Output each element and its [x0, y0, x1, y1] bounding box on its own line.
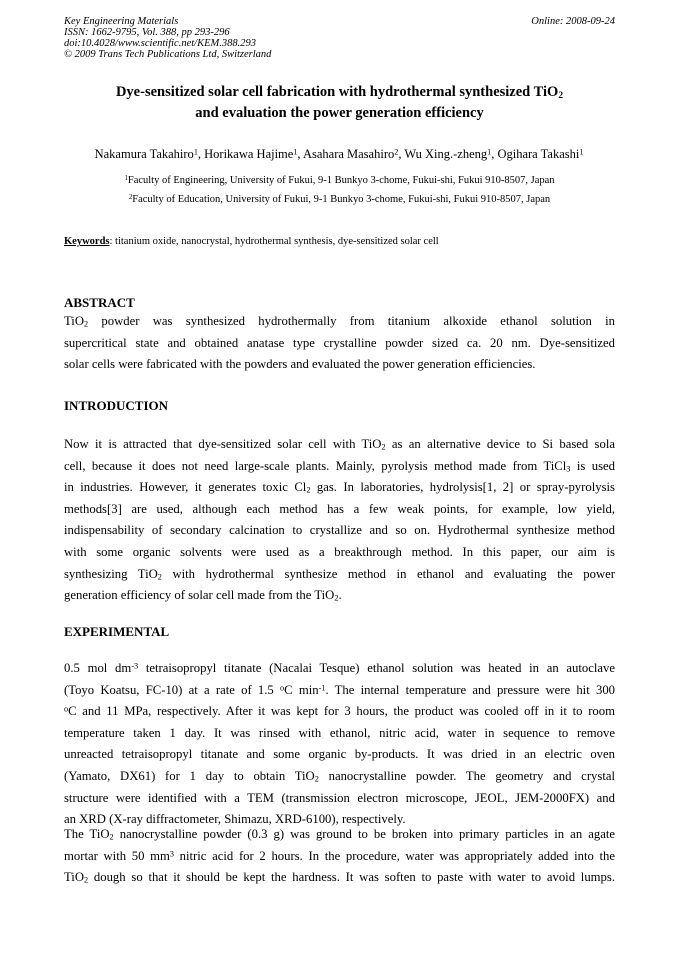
keywords-text: : titanium oxide, nanocrystal, hydrothermal synthesis, dye-sensitized solar cell [109, 236, 439, 247]
author-name: , Wu Xing.-zheng [398, 147, 488, 161]
author-list [40, 146, 638, 162]
keywords [64, 235, 615, 249]
text-line: generation efficiency of solar cell made from the TiO$_2$. [64, 588, 342, 603]
issn-line: ISSN: 1662-9795, Vol. 388, pp 293-296 [64, 27, 230, 38]
author-name: , Asahara Masahiro [297, 147, 395, 161]
author-name: , Horikawa Hajime [197, 147, 294, 161]
text-line: 0.5 mol $dm^{-3}$ tetraisopropyl titanate (Nacalai Tesque) ethanol solution was heated in an autoclave [64, 661, 616, 675]
text-line: indispensability of secondary calcination to crystallize and so on. Hydrothermal synthesize method [64, 523, 615, 538]
introduction-heading: INTRODUCTION [64, 398, 169, 413]
author-affil-mark: 1 [293, 147, 298, 157]
text-line: TiO$_2$ dough so that it should be kept the hardness. It was soften to paste with water to avoid lumps. [64, 870, 615, 885]
text-line: TiO$_2$ powder was synthesized hydrothermally from titanium alkoxide ethanol solution in [64, 314, 615, 329]
journal-name: Key Engineering Materials [64, 16, 179, 27]
author-affil-mark: 1 [193, 147, 198, 157]
experimental-paragraph-1 [64, 658, 615, 831]
affil-text: Faculty of Engineering, University of Fukui, 9-1 Bunkyo 3-chome, Fukui-shi, Fukui 910-8507, Japan [127, 175, 555, 186]
copyright-line: © 2009 Trans Tech Publications Ltd, Switzerland [64, 49, 272, 60]
author-affil-mark: 2 [394, 147, 399, 157]
author-name: , Ogihara Takashi [491, 147, 580, 161]
online-date: Online: 2008-09-24 [531, 16, 615, 27]
affiliation-1 [64, 174, 615, 187]
author-affil-mark: 1 [579, 147, 584, 157]
doi-line: doi:10.4028/www.scientific.net/KEM.388.293 [64, 38, 256, 49]
text-line: synthesizing TiO$_2$ with hydrothermal synthesize method in ethanol and evaluating the power [64, 566, 615, 582]
experimental-paragraph-2 [64, 824, 615, 889]
journal-header [64, 16, 615, 60]
affil-text: Faculty of Education, University of Fukui, 9-1 Bunkyo 3-chome, Fukui-shi, Fukui 910-8507, Japan [132, 194, 551, 205]
text-line: The TiO$_2$ nanocrystalline powder (0.3 g) was ground to be broken into primary particles in an agate [64, 827, 615, 842]
text-line: methods[3] are used, although each method has a few weak points, for example, low yield, [64, 501, 615, 516]
text-line: temperature taken 1 day. It was rinsed with ethanol, nitric acid, water in sequence to remove [64, 725, 615, 740]
text-line: cell, because it does not need large-scale plants. Mainly, pyrolysis method made from TiCl$_3$ is used [64, 458, 615, 474]
text-line: supercritical state and obtained anatase type crystalline powder sized ca. 20 nm. Dye-sensitized [64, 335, 615, 350]
introduction-body [64, 434, 615, 607]
text-line: $^o$C and 11 MPa, respectively. After it was kept for 3 hours, the product was cooled off in it to room [64, 704, 615, 719]
author-affil-mark: 1 [487, 147, 492, 157]
title-line-2: and evaluation the power generation efficiency [195, 105, 484, 121]
abstract-heading: ABSTRACT [64, 295, 135, 310]
affil-mark: 1 [124, 174, 128, 182]
title-subscript: 2 [558, 90, 564, 101]
text-line: (Toyo Koatsu, FC-10) at a rate of 1.5 $^o$C $\min^{-1}$. The internal temperature and pressure were hit 300 [64, 682, 616, 697]
text-line: mortar with 50 $mm^3$ nitric acid for 2 hours. In the procedure, water was appropriately added into the [64, 848, 615, 863]
text-line: solar cells were fabricated with the powders and evaluated the power generation efficiencies. [64, 357, 536, 372]
experimental-heading: EXPERIMENTAL [64, 624, 170, 639]
text-line: in industries. However, it generates toxic $Cl_2$ gas. In laboratories, hydrolysis[1, 2] or spray-pyrolysis [64, 480, 615, 495]
keywords-label: Keywords [64, 236, 110, 247]
title-line-1: Dye-sensitized solar cell fabrication with hydrothermal synthesized TiO [115, 84, 559, 100]
text-line: Now it is attracted that dye-sensitized solar cell with TiO$_2$ as an alternative device to Si based sola [64, 437, 615, 452]
abstract-body [64, 311, 615, 376]
text-line: with some organic solvents were used as a breakthrough method. In this paper, our aim is [64, 544, 615, 559]
paper-title [64, 82, 615, 124]
text-line: unreacted tetraisopropyl titanate and some organic by-products. It was dried in an electric oven [64, 747, 615, 762]
affil-mark: 2 [128, 193, 133, 201]
text-line: an XRD (X-ray diffractometer, Shimazu, XRD-6100), respectively. [64, 812, 406, 827]
author-name: Nakamura Takahiro [94, 147, 194, 161]
text-line: structure were identified with a TEM (transmission electron microscope, JEOL, JEM-2000FX) and [64, 790, 615, 805]
affiliation-2 [64, 193, 615, 206]
text-line: (Yamato, DX61) for 1 day to obtain TiO$_2$ nanocrystalline powder. The geometry and crystal [64, 768, 616, 784]
